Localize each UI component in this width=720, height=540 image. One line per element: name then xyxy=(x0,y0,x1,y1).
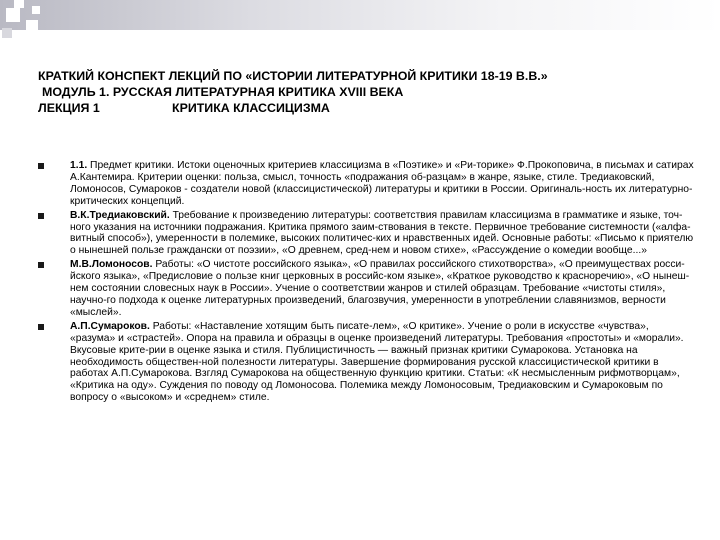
item-text: Работы: «Наставление хотящим быть писате-лем», «О критике». Учение о роли в искусстве «чувства», «разума» и «страстей». Опора на правила и образцы в оценке произведений литературы. Требования «простоты» и «морали». Вкусовые крите-рии в оценке языка и стиля. Публицистичность — важный признак критики Сумарокова. Установка на необходимость обществен-ной полезности литературы. Завершение формирования русской классицистической критики в работах А.П.Сумарокова. Взгляд Сумарокова на общественную функцию критики. Статьи: «К несмысленным рифмотворцам», «Критика на оду». Суждения по поводу од Ломоносова. Полемика между Ломоносовым, Тредиаковским и Сумароковым по вопросу о «высоком» и «среднем» стиле. xyxy=(70,320,684,404)
lecture-title-row xyxy=(38,100,698,116)
item-text: Предмет критики. Истоки оценочных критериев классицизма в «Поэтике» и «Ри-торике» Ф.Прокоповича, в письмах и сатирах А.Кантемира. Критерии оценки: польза, смысл, точность «подражания об-разцам» в жанре, языке, стиле. Тредиаковский, Ломоносов, Сумароков - создатели новой (классицистической) литературы и критики в России. Оригиналь-ность их литературно-критических концепций. xyxy=(70,160,694,207)
square-bullet-icon xyxy=(38,324,44,330)
course-title: КРАТКИЙ КОНСПЕКТ ЛЕКЦИЙ ПО «ИСТОРИИ ЛИТЕРАТУРНОЙ КРИТИКИ 18-19 В.В.» xyxy=(38,69,548,83)
decorative-square xyxy=(26,20,38,32)
list-item xyxy=(38,160,694,208)
item-lead: А.П.Сумароков. xyxy=(70,320,150,332)
decorative-square xyxy=(14,0,24,8)
decorative-square xyxy=(2,28,12,38)
item-lead: М.В.Ломоносов. xyxy=(70,259,153,271)
square-bullet-icon xyxy=(38,262,44,268)
list-item xyxy=(38,210,694,258)
list-item xyxy=(38,321,694,404)
decorative-square xyxy=(32,6,40,14)
gradient-header-bar xyxy=(0,0,720,30)
item-text: Работы: «О чистоте российского языка», «О правилах российского стихотворства», «О преимуществах росси-йского языка», «Предисловие о пользе книг церковных в российс-ком языке», «Краткое руководство к красноречию», «О нынеш-нем состоянии словесных наук в России». Учение о соответствии жанров и стилей образцам. Требование «чистоты стиля», научно-го подхода к оценке литературных произведений, благозвучия, умеренности в употреблении славянизмов, верности «мыслей». xyxy=(70,259,690,318)
module-title: МОДУЛЬ 1. РУССКАЯ ЛИТЕРАТУРНАЯ КРИТИКА XVIII ВЕКА xyxy=(42,85,404,99)
slide-header-decoration xyxy=(0,0,720,44)
lecture-items-list xyxy=(38,160,694,406)
square-bullet-icon xyxy=(38,213,44,219)
lecture-number: ЛЕКЦИЯ 1 xyxy=(38,101,100,115)
square-bullet-icon xyxy=(38,163,44,169)
item-lead: 1.1. xyxy=(70,160,88,171)
document-heading xyxy=(38,68,698,116)
item-lead: В.К.Тредиаковский. xyxy=(70,209,170,221)
list-item xyxy=(38,259,694,319)
decorative-square xyxy=(6,8,20,22)
item-text: Требование к произведению литературы: соответствия правилам классицизма в грамматике и языке, точ-ного указания на источники подражания. Критика прямого заим-ствования в тексте. Первичное требование системности («алфа-витный способ»), умеренности в полемике, высоких политичес-ких и нравственных идей. Основные работы: «Письмо к приятелю о нынешней пользе граждански от поэзии», «О древнем, сред-нем и новом стихе», «Рассуждение о комедии вообще...» xyxy=(70,209,694,257)
lecture-title: КРИТИКА КЛАССИЦИЗМА xyxy=(172,101,330,115)
